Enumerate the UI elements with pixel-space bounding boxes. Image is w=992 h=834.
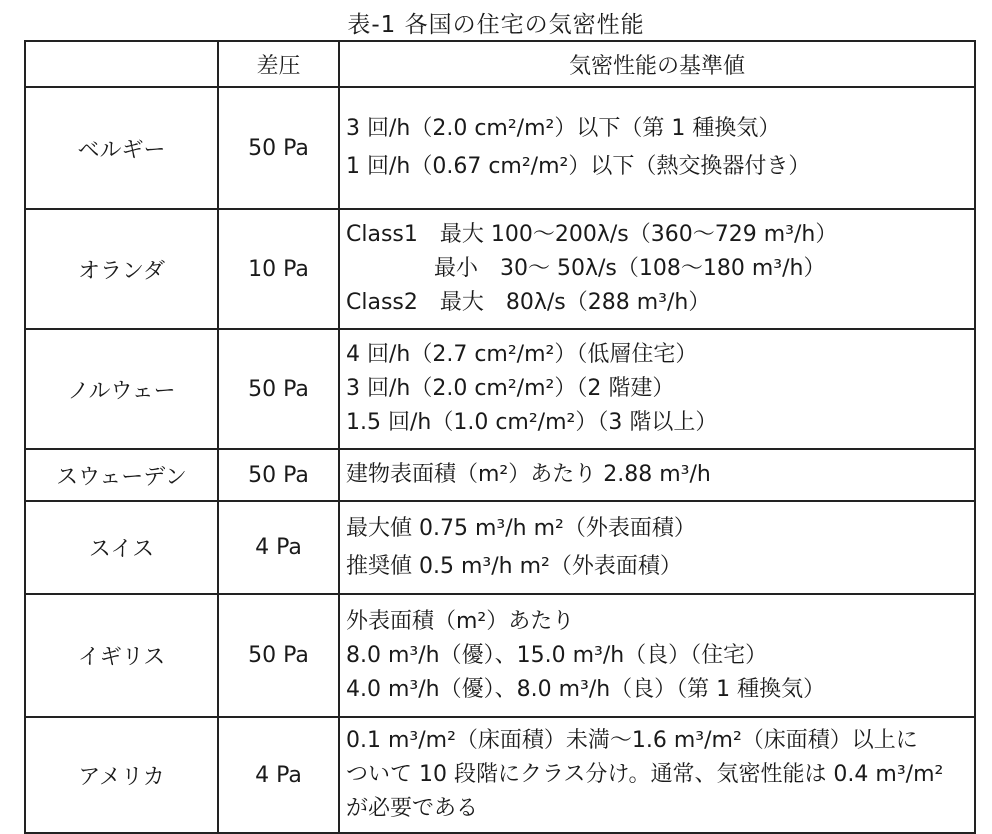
table-row — [25, 87, 975, 209]
standard-line: 1.5 回/h（1.0 cm²/m²）（3 階以上） — [346, 410, 718, 435]
standard-cell — [339, 501, 975, 594]
airtightness-table — [24, 40, 976, 834]
standard-line: 4 回/h（2.7 cm²/m²）（低層住宅） — [346, 342, 698, 367]
standard-cell — [339, 87, 975, 209]
table-row — [25, 501, 975, 594]
header-country — [25, 41, 218, 87]
standard-line: 1 回/h（0.67 cm²/m²）以下（熱交換器付き） — [346, 154, 811, 179]
table-row — [25, 329, 975, 449]
pressure-cell: 4 Pa — [218, 501, 339, 594]
table-caption: 表-1 各国の住宅の気密性能 — [347, 12, 645, 38]
standard-line: 8.0 m³/h（優）、15.0 m³/h（良）（住宅） — [346, 642, 768, 668]
header-row — [25, 41, 975, 87]
standard-line: ついて 10 段階にクラス分け。通常、気密性能は 0.4 m³/m² — [346, 762, 944, 787]
standard-line: 3 回/h（2.0 cm²/m²）以下（第 1 種換気） — [346, 116, 781, 141]
standard-line: 3 回/h（2.0 cm²/m²）（2 階建） — [346, 376, 675, 401]
standard-line: 最大値 0.75 m³/h m²（外表面積） — [346, 515, 696, 541]
country-cell: オランダ — [25, 209, 218, 329]
pressure-cell: 10 Pa — [218, 209, 339, 329]
country-cell: ベルギー — [25, 87, 218, 209]
standard-line: 0.1 m³/m²（床面積）未満〜1.6 m³/m²（床面積）以上に — [346, 728, 918, 753]
standard-line: 建物表面積（m²）あたり 2.88 m³/h — [346, 462, 711, 487]
standard-line: Class2 最大 80λ/s（288 m³/h） — [346, 290, 711, 315]
standard-cell — [339, 329, 975, 449]
standard-line: 最小 30〜 50λ/s（108〜180 m³/h） — [346, 256, 826, 281]
standard-line: 推奨値 0.5 m³/h m²（外表面積） — [346, 553, 682, 579]
pressure-cell: 50 Pa — [218, 87, 339, 209]
country-cell: スウェーデン — [25, 449, 218, 501]
standard-cell — [339, 717, 975, 833]
country-cell: ノルウェー — [25, 329, 218, 449]
country-cell: アメリカ — [25, 717, 218, 833]
header-standard: 気密性能の基準値 — [339, 41, 975, 87]
pressure-cell: 50 Pa — [218, 449, 339, 501]
standard-line: 外表面積（m²）あたり — [346, 608, 575, 634]
table-row — [25, 594, 975, 717]
standard-line: 4.0 m³/h（優）、8.0 m³/h（良）（第 1 種換気） — [346, 676, 826, 702]
header-pressure: 差圧 — [218, 41, 339, 87]
standard-cell — [339, 449, 975, 501]
country-cell: イギリス — [25, 594, 218, 717]
standard-line: が必要である — [346, 796, 479, 821]
pressure-cell: 4 Pa — [218, 717, 339, 833]
pressure-cell: 50 Pa — [218, 329, 339, 449]
standard-cell — [339, 594, 975, 717]
table-row — [25, 209, 975, 329]
table-row — [25, 449, 975, 501]
table-row — [25, 717, 975, 833]
country-cell: スイス — [25, 501, 218, 594]
pressure-cell: 50 Pa — [218, 594, 339, 717]
standard-cell — [339, 209, 975, 329]
standard-line: Class1 最大 100〜200λ/s（360〜729 m³/h） — [346, 222, 838, 247]
